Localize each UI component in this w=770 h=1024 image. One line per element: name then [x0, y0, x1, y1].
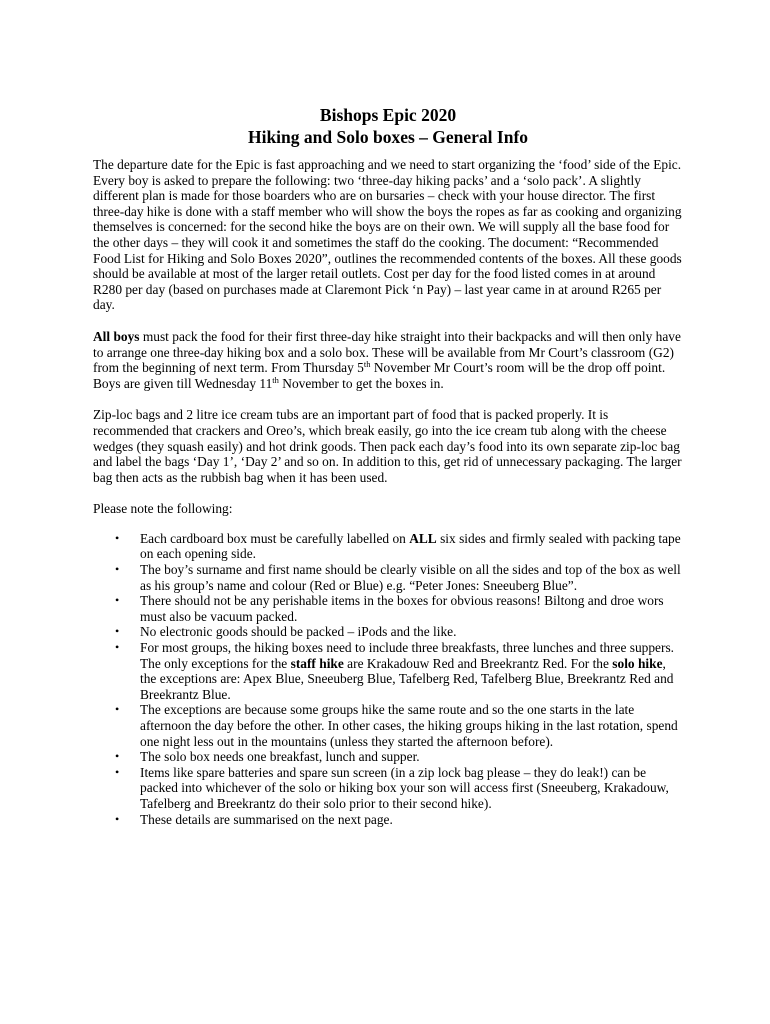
bullet-icon: •: [115, 640, 120, 655]
list-item-text: Each cardboard box must be carefully labelled on: [140, 530, 410, 546]
list-item-text: For most groups, the hiking boxes need to include three breakfasts, three lunches and three suppers. The only exceptions for the: [140, 640, 674, 671]
document-title: [93, 104, 683, 148]
bullet-icon: •: [115, 624, 120, 639]
title-line-2: Hiking and Solo boxes – General Info: [247, 127, 529, 147]
bullet-icon: •: [115, 749, 120, 764]
list-item: [93, 812, 683, 828]
list-item-text: are Krakadouw Red and Breekrantz Red. For the: [343, 655, 613, 671]
list-item-text: The solo box needs one breakfast, lunch and supper.: [140, 749, 420, 765]
title-line-1: Bishops Epic 2020: [319, 105, 457, 125]
list-item: [93, 765, 683, 812]
bullet-icon: •: [115, 811, 120, 826]
bullet-icon: •: [115, 593, 120, 608]
list-item-text: No electronic goods should be packed – iPods and the like.: [140, 624, 457, 640]
list-item-text: , the exceptions are: Apex Blue, Sneeuberg Blue, Tafelberg Red, Tafelberg Blue, Breekrantz Red and Breekrantz Blue.: [140, 655, 674, 702]
list-item-text: six sides and firmly sealed with packing tape on each opening side.: [140, 530, 681, 562]
list-item: [93, 640, 683, 702]
ordinal-suffix-11th: th: [272, 374, 279, 385]
list-item-text: The exceptions are because some groups hike the same route and so the one starts in the late afternoon the day before the other. In other cases, the hiking groups hiking in the last rotation, spend one night less out in the mountains (unless they started the afternoon before).: [140, 702, 678, 749]
list-item: [93, 562, 683, 593]
list-item: [93, 531, 683, 562]
list-item: [93, 702, 683, 749]
bullet-list: [93, 531, 683, 827]
list-item: [93, 624, 683, 640]
para2-part1: must pack the food for their first three-day hike straight into their backpacks and will then only have to arrange one three-day hiking box and a solo box. These will be available from Mr Court’s classroom (G2) from the beginning of next term. From Thursday 5: [93, 328, 681, 376]
list-item-text: These details are summarised on the next page.: [140, 811, 393, 827]
list-item-text: There should not be any perishable items in the boxes for obvious reasons! Biltong and droe wors must also be vacuum packed.: [140, 593, 664, 624]
bullet-icon: •: [115, 562, 120, 577]
paragraph-all-boys: [93, 329, 683, 391]
bullet-icon: •: [115, 530, 120, 545]
paragraph-intro: The departure date for the Epic is fast approaching and we need to start organizing the ‘food’ side of the Epic. Every boy is asked to prepare the following: two ‘three-day hiking packs’ and a ‘solo pack’. A slightly different plan is made for those boarders who are on bursaries – check with your house director. The first three-day hike is done with a staff member who will show the boys the ropes as far as cooking and organizing themselves is concerned: for the second hike the boys are on their own. We will supply all the base food for the other days – they will cook it and sometimes the staff do the cooking. The document: “Recommended Food List for Hiking and Solo Boxes 2020”, outlines the recommended contents of the boxes. All these goods should be available at most of the larger retail outlets. Cost per day for the food listed comes in at around R280 per day (based on purchases made at Claremont Pick ‘n Pay) – last year came in at around R265 per day.: [93, 157, 682, 313]
list-item: [93, 593, 683, 624]
ordinal-suffix-5th: th: [363, 359, 371, 370]
list-item-text: Items like spare batteries and spare sun screen (in a zip lock bag please – they do leak!) can be packed into whichever of the solo or hiking box your son will access first (Sneeuberg, Krakadouw, Tafelberg and Breekrantz do their solo prior to their second hike).: [140, 764, 669, 811]
para2-part2: November Mr Court’s room will be the drop off point. Boys are given till Wednesday 11: [93, 360, 666, 391]
para2-part3: November to get the boxes in.: [278, 375, 444, 391]
bold-all-boys: All boys: [93, 328, 140, 344]
bold-all: ALL: [409, 530, 437, 546]
list-item-text: The boy’s surname and first name should be clearly visible on all the sides and top of the box as well as his group’s name and colour (Red or Blue) e.g. “Peter Jones: Sneeuberg Blue”.: [140, 562, 681, 593]
list-item: [93, 749, 683, 765]
document-page: [93, 104, 683, 827]
bold-solo-hike: solo hike: [612, 655, 663, 671]
bullet-icon: •: [115, 764, 120, 779]
bold-staff-hike: staff hike: [290, 655, 344, 671]
note-lead: Please note the following:: [93, 501, 233, 517]
bullet-icon: •: [115, 702, 120, 717]
paragraph-zip-loc: Zip-loc bags and 2 litre ice cream tubs are an important part of food that is packed properly. It is recommended that crackers and Oreo’s, which break easily, go into the ice cream tub along with the cheese wedges (they squash easily) and hot drink goods. Then pack each day’s food into its own separate zip-loc bag and label the bags ‘Day 1’, ‘Day 2’ and so on. In addition to this, get rid of unnecessary packaging. The larger bag then acts as the rubbish bag when it has been used.: [93, 407, 682, 485]
